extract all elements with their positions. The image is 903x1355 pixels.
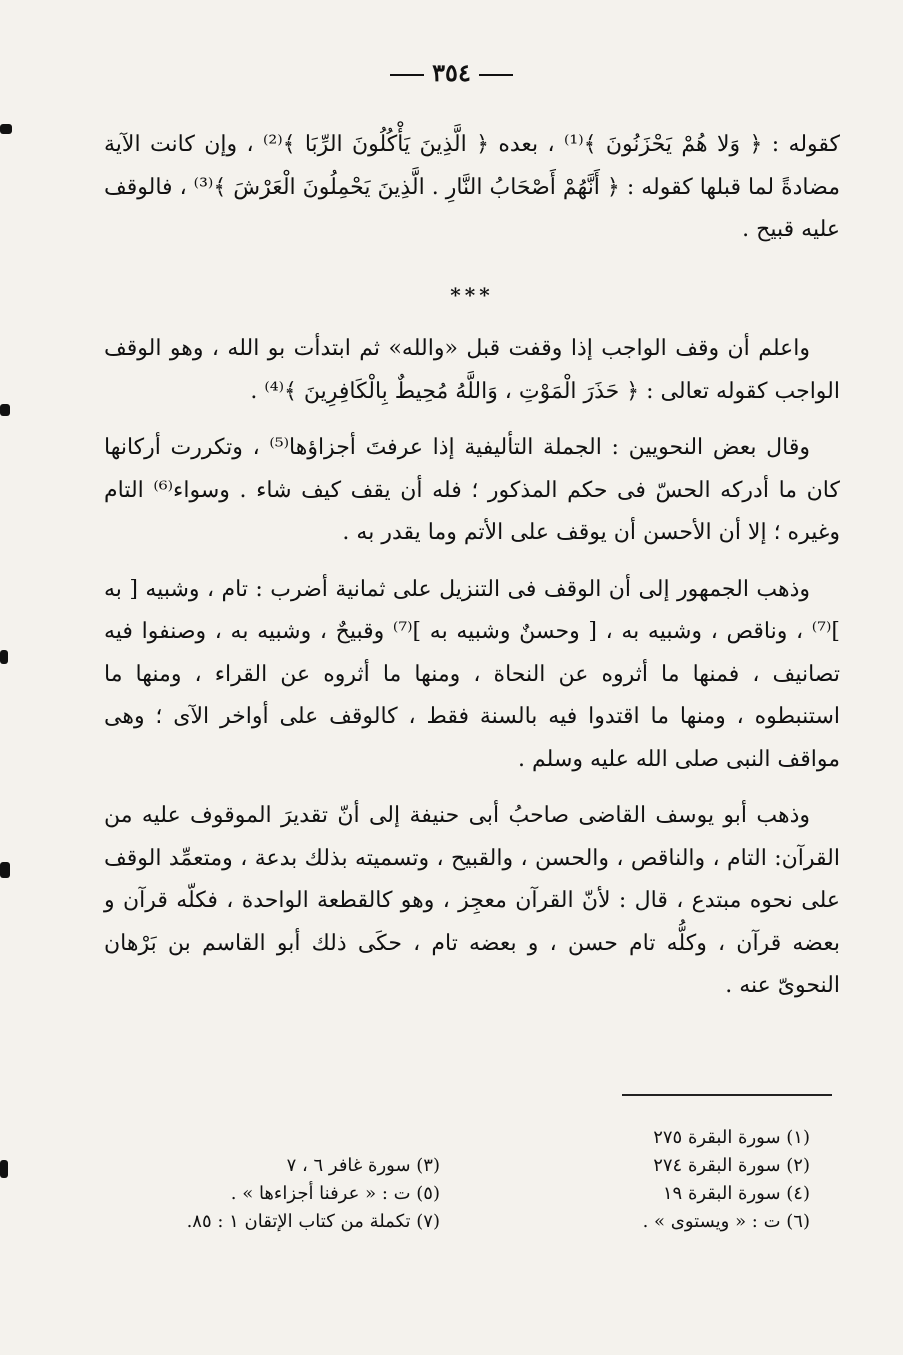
footnote-3: (٣) سورة غافر ٦ ، ٧ [286,1155,440,1176]
scan-mark-2 [0,404,10,416]
scan-mark-4 [0,862,10,878]
footnote-7: (٧) تكملة من كتاب الإتقان ١ : ٨٥. [186,1211,440,1232]
footnote-rule [622,1094,832,1096]
body-text [104,124,840,1008]
scan-mark-5 [0,1160,8,1178]
paragraph-1: كقوله : ﴿ وَلا هُمْ يَحْزَنُونَ ﴾⁽¹⁾ ، بعده ﴿ الَّذِينَ يَأْكُلُونَ الرِّبَا ﴾⁽²⁾ ، وإن كانت الآية مضادةً لما قبلها كقوله : ﴿ أَنَّهُمْ أَصْحَابُ النَّارِ . الَّذِينَ يَحْمِلُونَ الْعَرْشَ ﴾⁽³⁾ ، فالوقف عليه قبيح . [104,132,841,242]
page-number [0,58,903,87]
paragraph-2: واعلم أن وقف الواجب إذا وقفت قبل «والله» ثم ابتدأت بو الله ، وهو الوقف الواجب كقوله تعالى : ﴿ حَذَرَ الْمَوْتِ ، وَاللَّهُ مُحِيطٌ بِالْكَافِرِينَ ﴾⁽⁴⁾ . [104,336,840,404]
paragraph-5: وذهب أبو يوسف القاضى صاحبُ أبى حنيفة إلى أنّ تقديرَ الموقوف عليه من القرآن: التام ، والناقص ، والحسن ، والقبيح ، وتسميته بذلك بدعة ، ومتعمِّد الوقف على نحوه مبتدع ، قال : لأنّ القرآن معجِز ، وهو كالقطعة الواحدة ، فكلّه قرآن و بعضه قرآن ، وكلُّه تام حسن ، و بعضه تام ، حكَى ذلك أبو القاسم بن بَرْهان النحوىّ عنه . [104,803,840,998]
footnote-5: (٥) ت : « عرفنا أجزاءها » . [230,1183,440,1204]
page-number-dash-left [390,74,424,76]
footnote-2: (٢) سورة البقرة ٢٧٤ [653,1155,810,1176]
footnote-4: (٤) سورة البقرة ١٩ [662,1183,810,1204]
paragraph-3: وقال بعض النحويين : الجملة التأليفية إذا عرفتَ أجزاؤها⁽⁵⁾ ، وتكررت أركانها كان ما أدركه الحسّ فى حكم المذكور ؛ فله أن يقف كيف شاء . وسواء⁽⁶⁾ التام وغيره ؛ إلا أن الأحسن أن يوقف على الأتم وما يقدر به . [104,435,840,545]
paragraph-4: وذهب الجمهور إلى أن الوقف فى التنزيل على ثمانية أضرب : تام ، وشبيه [ به ]⁽⁷⁾ ، وناقص ، وشبيه به ، [ وحسنٌ وشبيه به ]⁽⁷⁾ وقبيحٌ ، وشبيه به ، وصنفوا فيه تصانيف ، فمنها ما أثروه عن النحاة ، ومنها ما أثروه عن القراء ، ومنها ما استنبطوه ، ومنها ما اقتدوا فيه بالسنة فقط ، كالوقف على أواخر الآى ؛ وهى مواقف النبى صلى الله عليه وسلم . [104,576,840,772]
scan-mark-3 [0,650,8,664]
footnotes-right-column [610,1124,810,1236]
footnote-1: (١) سورة البقرة ٢٧٥ [653,1127,810,1148]
footnotes [150,1124,810,1244]
section-separator: *** [450,282,494,307]
page-number-text: ٣٥٤ [432,58,471,87]
footnotes-left-column [140,1152,440,1236]
scan-mark-1 [0,124,12,134]
page-number-dash-right [479,74,513,76]
footnote-6: (٦) ت : « ويستوى » . [642,1211,810,1232]
